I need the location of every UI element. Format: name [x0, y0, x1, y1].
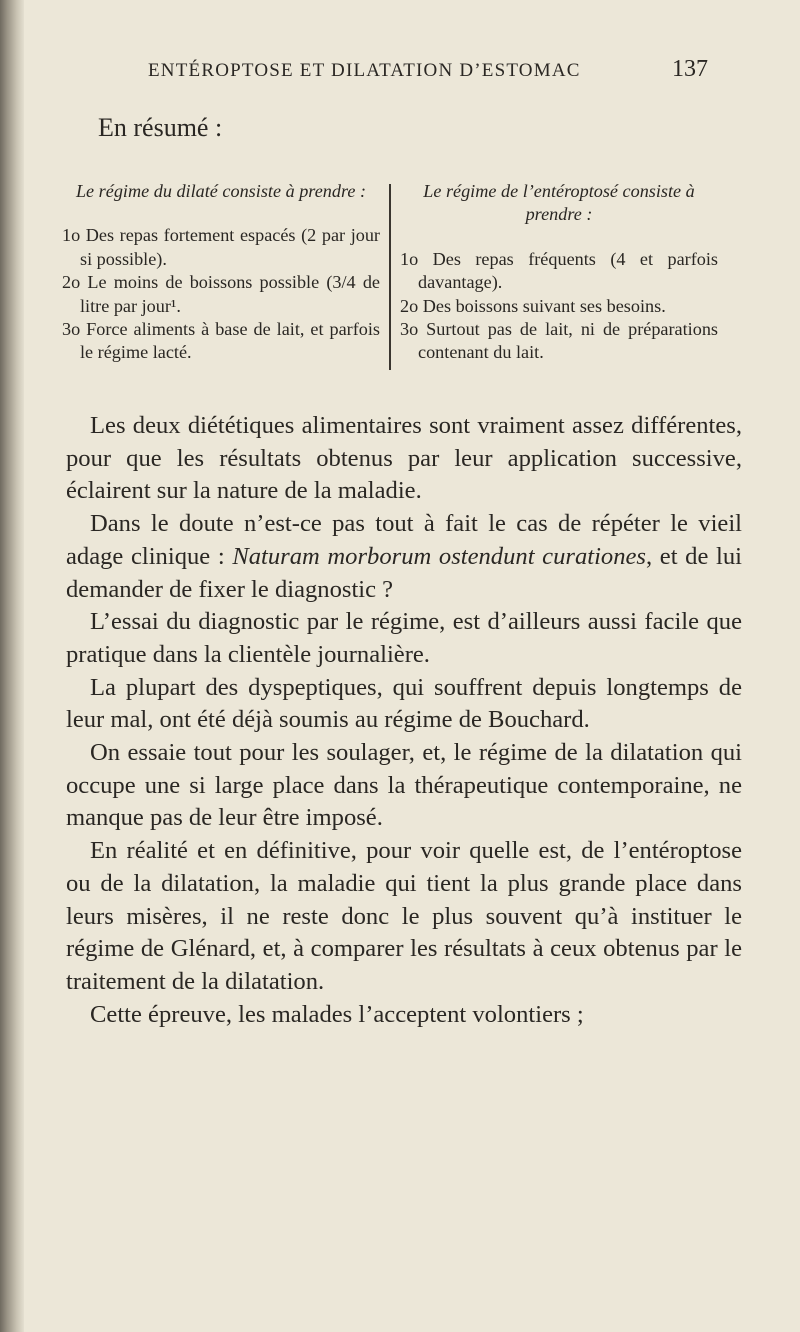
paragraph-6: En réalité et en définitive, pour voir quelle est, de l’entéroptose ou de la dilatation, la maladie qui tient la plus grande place dans leurs misères, il ne reste donc le plus souvent qu’à instituer le régime de Glénard, et, à comparer les résultats à ceux obtenus par le traitement de la dilatation.	[66, 837, 742, 995]
left-column-title: Le régime du dilaté consiste à prendre :	[75, 181, 367, 201]
left-item-2: 2o Le moins de boissons possible (3/4 de litre par jour¹.	[62, 272, 380, 316]
right-item-2: 2o Des boissons suivant ses besoins.	[400, 295, 666, 316]
page-binding-shadow	[0, 0, 24, 1332]
paragraph-4: La plupart des dyspeptiques, qui souffrent depuis longtemps de leur mal, ont été déjà soumis au régime de Bouchard.	[66, 673, 742, 734]
left-item-3: 3o Force aliments à base de lait, et parfois le régime lacté.	[62, 319, 380, 363]
latin-adage: Naturam morborum ostendunt curationes	[232, 542, 646, 570]
summary-heading: En résumé :	[98, 113, 223, 142]
right-item-3: 3o Surtout pas de lait, ni de préparations contenant du lait.	[400, 319, 718, 363]
paragraph-3: L’essai du diagnostic par le régime, est d’ailleurs aussi facile que pratique dans la clientèle journalière.	[66, 608, 742, 668]
paragraph-7: Cette épreuve, les malades l’acceptent volontiers ;	[90, 1000, 584, 1028]
paragraph-2	[66, 508, 742, 606]
right-column-title: Le régime de l’entéroptosé consiste à prendre :	[423, 181, 695, 225]
column-divider	[389, 184, 391, 370]
body-text	[66, 410, 742, 1031]
right-column	[400, 180, 718, 365]
page-number: 137	[672, 56, 708, 82]
paragraph-1: Les deux diététiques alimentaires sont vraiment assez différentes, pour que les résultats obtenus par leur application successive, éclairent sur la nature de la maladie.	[66, 412, 742, 505]
right-item-1: 1o Des repas fréquents (4 et parfois davantage).	[400, 248, 718, 293]
running-title: ENTÉROPTOSE ET DILATATION D’ESTOMAC	[148, 60, 581, 81]
comparison-table	[62, 180, 740, 380]
paragraph-2-end: , et de lui demander de fixer le diagnostic ?	[66, 542, 742, 603]
paragraph-5: On essaie tout pour les soulager, et, le régime de la dilatation qui occupe une si large place dans la thérapeutique contemporaine, ne manque pas de leur être imposé.	[66, 739, 742, 832]
paragraph-2-start: Dans le doute n’est-ce pas tout à fait le cas de répéter le vieil adage clinique :	[66, 510, 742, 570]
left-column	[62, 180, 380, 365]
left-item-1: 1o Des repas fortement espacés (2 par jour si possible).	[62, 225, 380, 269]
